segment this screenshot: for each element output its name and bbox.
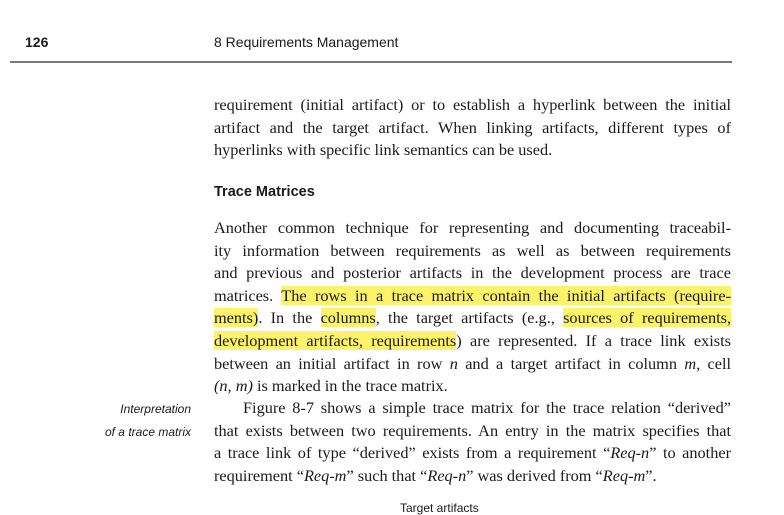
text-line: Another common technique for representing and documenting traceabil-: [214, 218, 731, 237]
paragraph-figure-8-7: [214, 397, 731, 487]
text-run: ) are represented. If a trace link exists: [456, 330, 731, 350]
italic-req: Req-n: [427, 465, 467, 485]
text-line: [214, 330, 731, 353]
margin-note-line-1: Interpretation: [120, 402, 191, 416]
italic-n-m: (n, m): [214, 376, 253, 396]
text-line: artifact and the target artifact. When linking artifacts, different types of: [214, 117, 731, 137]
highlight-rows-end: ments): [214, 308, 259, 328]
text-run: is marked in the trace matrix.: [252, 376, 448, 396]
highlight-rows: The rows in a trace matrix contain the initial artifacts (require-: [281, 285, 731, 305]
margin-note-line-2: of a trace matrix: [104, 425, 191, 439]
text-line: and previous and posterior artifacts in the development process are trace: [214, 263, 731, 283]
highlight-target-artifacts-end: development artifacts, requirements: [214, 330, 457, 350]
highlight-columns: columns: [320, 308, 376, 328]
text-run: ” was derived from “: [466, 465, 603, 485]
running-header-chapter-title: 8 Requirements Management: [214, 34, 399, 50]
text-run: and a target artifact in column: [457, 353, 685, 373]
italic-req: Req-m: [602, 465, 646, 485]
italic-m: m: [684, 353, 697, 373]
text-line: [214, 465, 731, 488]
text-line: requirement (initial artifact) or to establish a hyperlink between the initial: [214, 95, 731, 114]
text-line: [214, 307, 731, 330]
text-line: ity information between requirements as well as between requirements: [214, 240, 731, 260]
text-line: [214, 375, 731, 398]
text-run: ” to another: [649, 443, 731, 463]
text-run: matrices.: [214, 285, 282, 305]
italic-req: Req-n: [610, 443, 650, 463]
text-line: hyperlinks with specific link semantics can be used.: [214, 140, 553, 160]
text-run: a trace link of type “derived” exists from a requirement “: [214, 443, 611, 463]
section-heading: Trace Matrices: [214, 184, 315, 200]
text-run: , the target artifacts (e.g.,: [375, 308, 564, 328]
text-line: that exists between two requirements. An entry in the matrix specifies that: [214, 420, 731, 440]
text-run: requirement “: [214, 465, 304, 485]
text-line: [214, 285, 731, 308]
text-line: [214, 353, 731, 376]
text-run: ” such that “: [346, 465, 428, 485]
italic-req: Req-m: [303, 465, 347, 485]
header-rule: [10, 61, 732, 63]
text-run: between an initial artifact in row: [214, 353, 450, 373]
highlight-target-artifacts: sources of requirements,: [563, 308, 732, 328]
paragraph-hyperlinks: [214, 94, 731, 162]
figure-label-target-artifacts: Target artifacts: [400, 501, 479, 515]
text-run: ”.: [645, 465, 657, 485]
page-number: 126: [25, 34, 49, 50]
text-line: [214, 442, 731, 465]
text-run: , cell: [696, 353, 732, 373]
text-run: . In the: [258, 308, 321, 328]
italic-n: n: [449, 353, 458, 373]
paragraph-trace-matrices: [214, 217, 731, 398]
text-line: Figure 8-7 shows a simple trace matrix for the trace relation “derived”: [243, 398, 731, 417]
